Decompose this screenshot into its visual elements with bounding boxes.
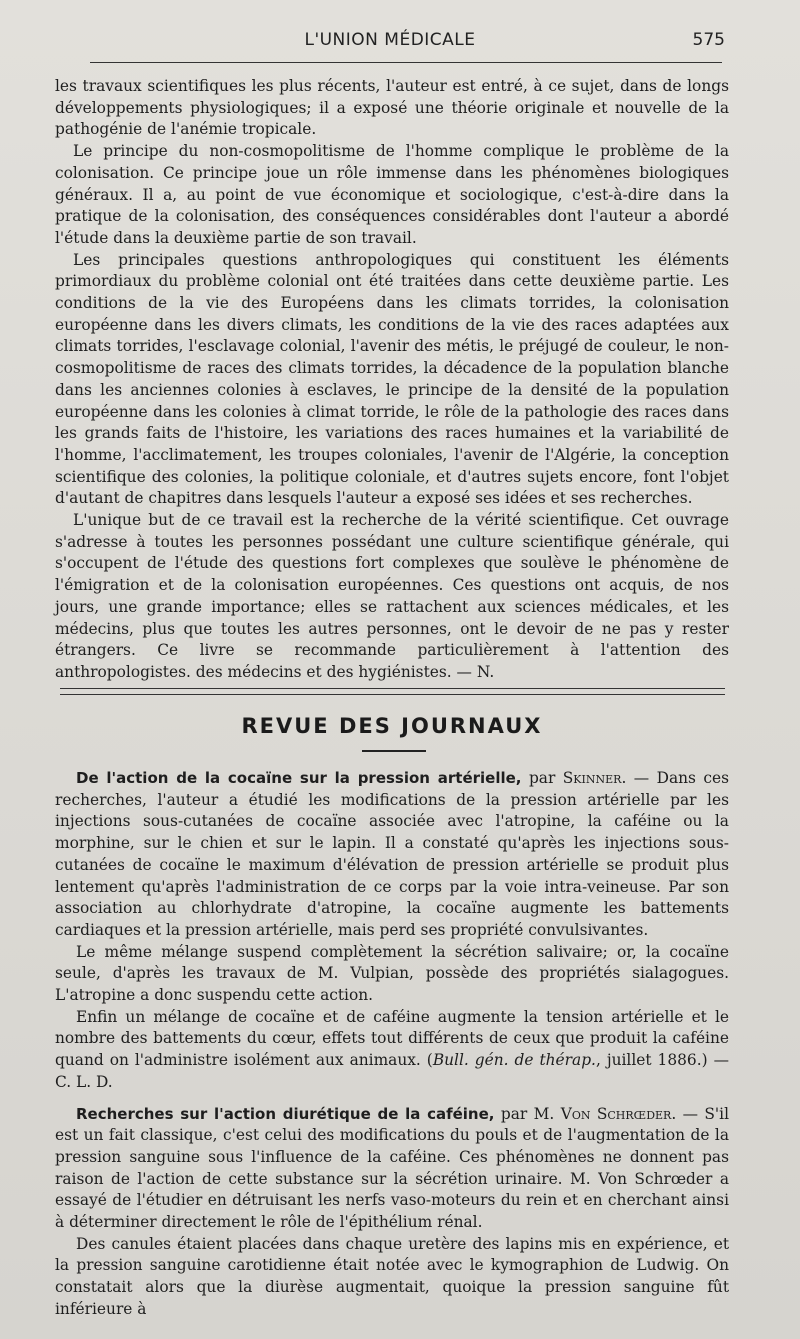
byline-prefix: par M.: [494, 1104, 561, 1123]
article-cocaine-lead: [55, 768, 729, 942]
citation-end: , juillet 1886.) — C. L. D.: [55, 1051, 729, 1091]
section-divider: [60, 688, 725, 695]
citation-journal: Bull. gén. de thérap.: [432, 1051, 596, 1070]
section-title-underline: [362, 750, 426, 752]
preceding-review-text: [55, 76, 729, 684]
running-title: L'UNION MÉDICALE: [304, 30, 476, 50]
section-title: REVUE DES JOURNAUX: [241, 714, 543, 738]
article-title: Recherches sur l'action diurétique de la caféine,: [76, 1104, 495, 1123]
paragraph: Le même mélange suspend complètement la sécrétion salivaire; or, la cocaïne seule, d'après les travaux de M. Vulpian, possède des propriétés sialagogues. L'atropine a donc suspendu cette action.: [55, 942, 729, 1005]
article-text: . — S'il est un fait classique, c'est celui des modifications du pouls et de l'augmentation de la pression sanguine sous l'influence de la caféine. Ces phénomènes ne donnent pas raison de l'action de cette substance sur la sécrétion urinaire. M. Von Schrœder a essayé de l'étudier en détruisant les nerfs vaso-moteurs du rein et en cherchant ainsi à déterminer directement le rôle de l'épithélium rénal.: [55, 1104, 730, 1232]
paragraph: Le principe du non-cosmopolitisme de l'homme complique le problème de la colonisation. Ce principe joue un rôle immense dans les phénomènes biologiques généraux. Il a, au point de vue économique et sociologique, c'est-à-dire dans la pratique de la colonisation, des conséquences considérables dont l'auteur a abordé l'étude dans la deuxième partie de son travail.: [55, 142, 729, 247]
journal-reviews: [55, 768, 729, 1321]
byline-prefix: par: [521, 769, 563, 787]
article-caffeine-lead: [55, 1104, 729, 1234]
paragraph-with-citation: [55, 1007, 729, 1094]
paragraph: Des canules étaient placées dans chaque uretère des lapins mis en expérience, et la pression sanguine carotidienne était notée avec le kymographion de Ludwig. On constatait alors que la diurèse augmentait, quoique la pression sanguine fût inférieure à: [55, 1234, 729, 1318]
page-number: 575: [692, 30, 725, 50]
article-author: Skinner: [562, 769, 622, 787]
paragraph: L'unique but de ce travail est la recherche de la vérité scientifique. Cet ouvrage s'adresse à toutes les personnes possédant une culture scientifique générale, qui s'occupent de l'étude des questions fort complexes que soulève le phénomène de l'émigration et de la colonisation européennes. Ces questions ont acquis, de nos jours, une grande importance; elles se rattachent aux sciences médicales, et les médecins, plus que toutes les autres personnes, ont le devoir de ne pas y rester étrangers. Ce livre se recommande particulièrement à l'attention des anthropologistes. des médecins et des hygiénistes. — N.: [55, 511, 729, 681]
page-header: [55, 30, 725, 56]
article-author: Von Schrœder: [560, 1104, 672, 1123]
article-text: . — Dans ces recherches, l'auteur a étudié les modifications de la pression artérielle par les injections sous-cutanées de cocaïne associée avec l'atropine, la caféine ou la morphine, sur le chien et sur le lapin. Il a constaté qu'après les injections sous-cutanées de cocaïne le maximum d'élévation de pression artérielle se produit plus lentement qu'après l'administration de ce corps par la voie intra-veineuse. Par son association au chlorhydrate d'atropine, la cocaïne augmente les battements cardiaques et la pression artérielle, mais perd ses propriété convulsivantes.: [55, 769, 729, 939]
header-rule: [90, 62, 722, 63]
paragraph: Les principales questions anthropologiques qui constituent les éléments primordiaux du problème colonial ont été traitées dans cette deuxième partie. Les conditions de la vie des Européens dans les climats torrides, la colonisation européenne dans les divers climats, les conditions de la vie des races adaptées aux climats torrides, l'esclavage colonial, l'avenir des métis, le préjugé de couleur, le non-cosmopolitisme de races des climats torrides, la décadence de la population blanche dans les anciennes colonies à esclaves, le principe de la densité de la population européenne dans les colonies à climat torride, le rôle de la pathologie des races dans les grands faits de l'histoire, les variations des races humaines et la variabilité de l'homme, l'acclimatement, les troupes coloniales, l'avenir de l'Algérie, la conception scientifique des colonies, la politique coloniale, et d'autres sujets encore, font l'objet d'autant de chapitres dans lesquels l'auteur a exposé ses idées et ses recherches.: [55, 250, 729, 508]
article-text: Enfin un mélange de cocaïne et de caféine augmente la tension artérielle et le nombre des battements du cœur, effets tout différents de ceux que produit la caféine quand on l'administre isolément aux animaux. (: [55, 1007, 729, 1070]
article-title: De l'action de la cocaïne sur la pression artérielle,: [76, 769, 522, 787]
paragraph: les travaux scientifiques les plus récents, l'auteur est entré, à ce sujet, dans de longs développements physiologiques; il a exposé une théorie originale et nouvelle de la pathogénie de l'anémie tropicale.: [55, 77, 729, 139]
